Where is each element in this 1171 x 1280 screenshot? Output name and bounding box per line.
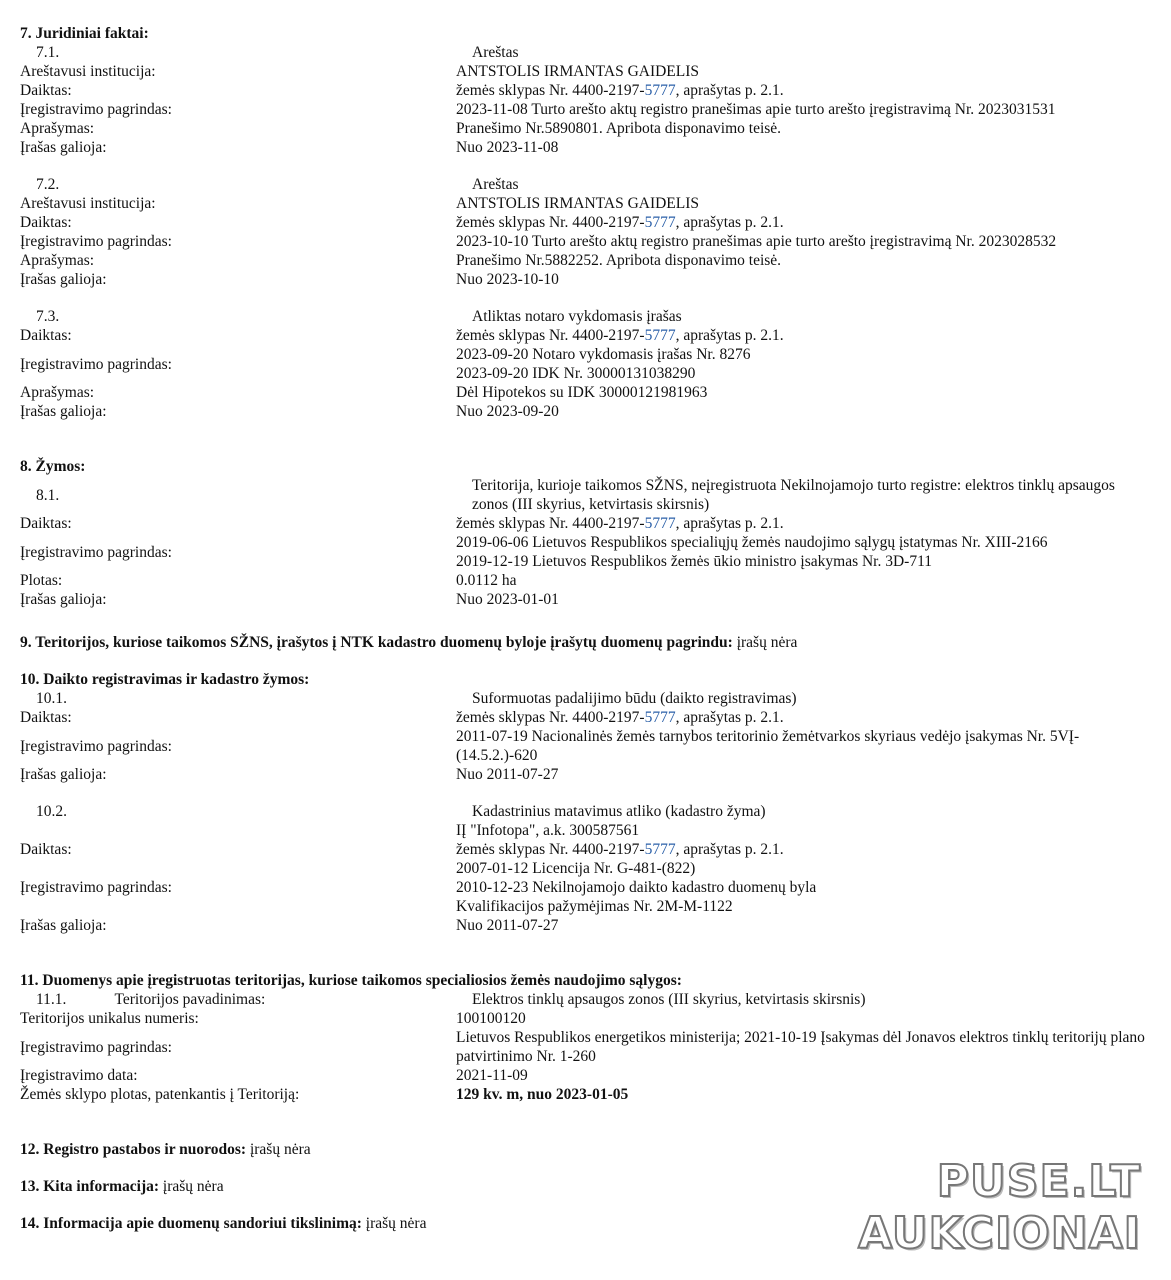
entry-number: 10.2. — [36, 803, 67, 820]
field-value — [456, 533, 1146, 571]
field-value: 129 kv. m, nuo 2023-01-05 — [456, 1086, 629, 1103]
section-11-title: 11. Duomenys apie įregistruotas teritorijas, kuriose taikomos specialiosios žemės naudojimo sąlygos: — [20, 972, 682, 989]
field-label: Įrašas galioja: — [20, 403, 107, 420]
object-text: , aprašytas p. 2.1. — [675, 841, 784, 858]
field-value: ANTSTOLIS IRMANTAS GAIDELIS — [456, 63, 700, 80]
entry-number: 7.3. — [36, 308, 60, 325]
entry-type: Areštas — [472, 44, 519, 61]
field-value: Nuo 2011-07-27 — [456, 766, 559, 783]
section-8-title: 8. Žymos: — [20, 458, 86, 475]
entry-number-and-label — [20, 990, 472, 1009]
field-label: Areštavusi institucija: — [20, 63, 156, 80]
object-text: , aprašytas p. 2.1. — [675, 709, 784, 726]
field-value — [456, 514, 1146, 533]
watermark-line-1: PUSE.LT — [936, 1156, 1141, 1207]
field-label: Areštavusi institucija: — [20, 195, 156, 212]
field-value: Pranešimo Nr.5890801. Apribota disponavimo teisė. — [456, 120, 782, 137]
field-label: Įregistravimo pagrindas: — [20, 737, 172, 755]
field-value — [456, 326, 1146, 345]
field-label: Įrašas galioja: — [20, 917, 107, 934]
license-line: 2007-01-12 Licencija Nr. G-481-(822) — [456, 860, 696, 877]
section-7-title: 7. Juridiniai faktai: — [20, 25, 149, 42]
entry-type: Teritorija, kurioje taikomos SŽNS, neįregistruota Nekilnojamojo turto registre: elektros tinklų apsaugos zonos (III skyrius, ketvirtasis skirsnis) — [472, 477, 1115, 513]
entry-type: Atliktas notaro vykdomasis įrašas — [472, 308, 682, 325]
field-label: Įregistravimo pagrindas: — [20, 101, 172, 118]
field-value — [456, 81, 1146, 100]
field-label: Daiktas: — [20, 82, 72, 99]
field-label: Įrašas galioja: — [20, 766, 107, 783]
field-label: Įregistravimo pagrindas: — [20, 1038, 172, 1056]
field-label: Daiktas: — [20, 515, 72, 532]
section-9-heading: 9. Teritorijos, kuriose taikomos SŽNS, įrašytos į NTK kadastro duomenų byloje įrašytų duomenų pagrindu: — [20, 634, 733, 651]
field-value: 2023-11-08 Turto arešto aktų registro pranešimas apie turto arešto įregistravimą Nr. 2023031531 — [456, 101, 1056, 118]
section-13-heading: 13. Kita informacija: — [20, 1178, 160, 1195]
highlighted-number: 5777 — [644, 709, 676, 726]
object-text: , aprašytas p. 2.1. — [675, 214, 784, 231]
basis-line: 2019-06-06 Lietuvos Respublikos specialiųjų žemės naudojimo sąlygų įstatymas Nr. XIII-2166 — [456, 534, 1048, 551]
object-text: žemės sklypas Nr. 4400-2197- — [456, 327, 645, 344]
field-label: Įregistravimo pagrindas: — [20, 543, 172, 561]
field-value: Nuo 2023-01-01 — [456, 591, 559, 608]
field-value — [456, 708, 1146, 727]
object-text: žemės sklypas Nr. 4400-2197- — [456, 515, 645, 532]
section-14-status: įrašų nėra — [361, 1215, 427, 1232]
object-text: žemės sklypas Nr. 4400-2197- — [456, 709, 645, 726]
highlighted-number: 5777 — [644, 327, 676, 344]
field-value: 0.0112 ha — [456, 572, 517, 589]
entry-type: Areštas — [472, 176, 519, 193]
field-label: Daiktas: — [20, 841, 72, 858]
field-value: Nuo 2023-09-20 — [456, 403, 559, 420]
entry-number: 7.1. — [36, 44, 60, 61]
field-label: Plotas: — [20, 572, 63, 589]
section-14-heading: 14. Informacija apie duomenų sandoriui tikslinimą: — [20, 1215, 362, 1232]
object-text: žemės sklypas Nr. 4400-2197- — [456, 82, 645, 99]
entry-number: 10.1. — [36, 690, 67, 707]
object-text: , aprašytas p. 2.1. — [675, 82, 784, 99]
document-page — [20, 24, 1150, 1233]
field-value: 2023-10-10 Turto arešto aktų registro pranešimas apie turto arešto įregistravimą Nr. 2023028532 — [456, 233, 1057, 250]
section-12-heading: 12. Registro pastabos ir nuorodos: — [20, 1141, 247, 1158]
field-label: Aprašymas: — [20, 252, 95, 269]
field-label: Įrašas galioja: — [20, 271, 107, 288]
field-label: Įrašas galioja: — [20, 139, 107, 156]
field-value: Nuo 2023-11-08 — [456, 139, 559, 156]
field-label: Įregistravimo pagrindas: — [20, 355, 172, 373]
field-value: 2021-11-09 — [456, 1067, 528, 1084]
field-label: Aprašymas: — [20, 384, 95, 401]
field-label: Daiktas: — [20, 214, 72, 231]
object-text: žemės sklypas Nr. 4400-2197- — [456, 214, 645, 231]
section-9-status: įrašų nėra — [732, 634, 798, 651]
object-text: , aprašytas p. 2.1. — [675, 515, 784, 532]
basis-line: 2023-09-20 IDK Nr. 30000131038290 — [456, 365, 696, 382]
entry-type: Suformuotas padalijimo būdu (daikto registravimas) — [472, 690, 797, 707]
field-label: Teritorijos pavadinimas: — [114, 991, 266, 1008]
highlighted-number: 5777 — [644, 515, 676, 532]
section-10-title: 10. Daikto registravimas ir kadastro žymos: — [20, 671, 310, 688]
highlighted-number: 5777 — [644, 841, 676, 858]
section-12-status: įrašų nėra — [246, 1141, 311, 1158]
field-label: Daiktas: — [20, 709, 72, 726]
entry-number: 8.1. — [36, 486, 60, 504]
field-label: Žemės sklypo plotas, patenkantis į Teritoriją: — [20, 1086, 300, 1103]
field-label: Aprašymas: — [20, 120, 95, 137]
entry-type: Kadastrinius matavimus atliko (kadastro žyma) — [472, 803, 766, 820]
object-text: žemės sklypas Nr. 4400-2197- — [456, 841, 645, 858]
field-value: 100100120 — [456, 1010, 526, 1027]
field-label: Įrašas galioja: — [20, 591, 107, 608]
section-13-status: įrašų nėra — [159, 1178, 224, 1195]
watermark-line-2: AUKCIONAI — [858, 1208, 1141, 1259]
field-value: Elektros tinklų apsaugos zonos (III skyrius, ketvirtasis skirsnis) — [472, 991, 866, 1008]
field-label: Įregistravimo pagrindas: — [20, 879, 172, 896]
field-value — [456, 213, 1146, 232]
entry-number: 11.1. — [36, 991, 67, 1008]
surveyor-line: IĮ "Infotopa", a.k. 300587561 — [456, 822, 640, 839]
field-value: 2010-12-23 Nekilnojamojo daikto kadastro duomenų byla — [456, 879, 817, 896]
field-value: 2011-07-19 Nacionalinės žemės tarnybos teritorinio žemėtvarkos skyriaus vedėjo įsakymas Nr. 5VĮ-(14.5.2.)-620 — [456, 728, 1080, 764]
field-value: Lietuvos Respublikos energetikos ministerija; 2021-10-19 Įsakymas dėl Jonavos elektros tinklų teritorijų plano patvirtinimo Nr. 1-260 — [456, 1029, 1145, 1065]
field-value — [456, 840, 1146, 859]
field-value — [456, 345, 1146, 383]
highlighted-number: 5777 — [644, 82, 676, 99]
field-value: Nuo 2011-07-27 — [456, 917, 559, 934]
section-9-title — [20, 633, 1150, 652]
highlighted-number: 5777 — [644, 214, 676, 231]
entry-number: 7.2. — [36, 176, 60, 193]
object-text: , aprašytas p. 2.1. — [675, 327, 784, 344]
field-value: Dėl Hipotekos su IDK 30000121981963 — [456, 384, 708, 401]
field-label: Įregistravimo data: — [20, 1067, 138, 1084]
field-value: Nuo 2023-10-10 — [456, 271, 559, 288]
basis-line: 2019-12-19 Lietuvos Respublikos žemės ūkio ministro įsakymas Nr. 3D-711 — [456, 553, 933, 570]
field-value: Pranešimo Nr.5882252. Apribota disponavimo teisė. — [456, 252, 782, 269]
field-label: Daiktas: — [20, 327, 72, 344]
qualification-line: Kvalifikacijos pažymėjimas Nr. 2M-M-1122 — [456, 898, 733, 915]
basis-line: 2023-09-20 Notaro vykdomasis įrašas Nr. 8276 — [456, 346, 751, 363]
field-label: Teritorijos unikalus numeris: — [20, 1010, 199, 1027]
field-value: ANTSTOLIS IRMANTAS GAIDELIS — [456, 195, 700, 212]
field-label: Įregistravimo pagrindas: — [20, 233, 172, 250]
